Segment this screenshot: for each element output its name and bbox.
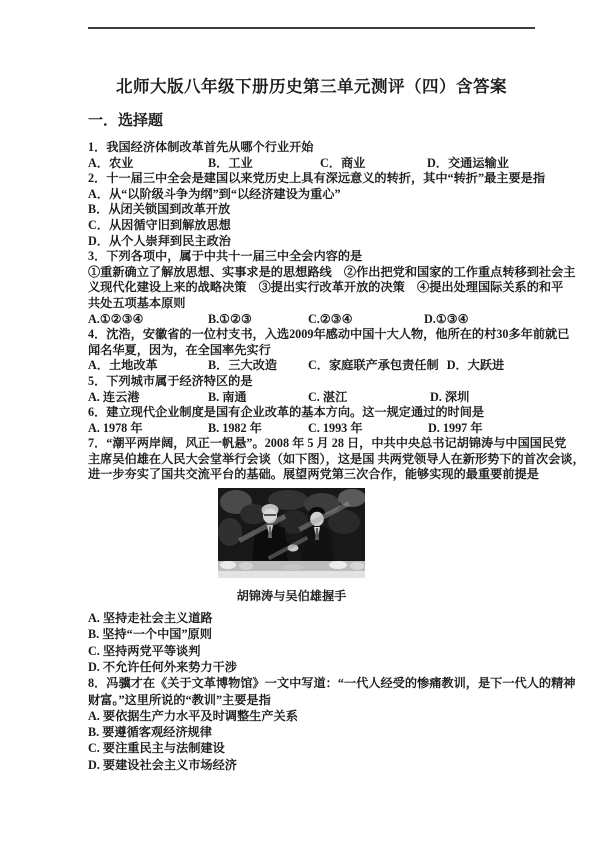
option-a: A．农业 (88, 155, 134, 170)
handshake-photo (218, 488, 365, 578)
handshake-photo-block (218, 488, 365, 604)
question-4-text-line-2: 闻名华夏，因为，在全国率先实行 (88, 342, 271, 357)
option-b: B. 南通 (208, 389, 247, 404)
question-8-option-d: D. 要建设社会主义市场经济 (88, 757, 237, 772)
question-2-option-a: A．从“以阶级斗争为纲”到“以经济建设为重心” (88, 186, 341, 201)
option-a: A.①②③④ (88, 311, 144, 326)
question-2-option-b: B．从闭关锁国到改革开放 (88, 202, 231, 217)
question-8-option-a: A. 要依据生产力水平及时调整生产关系 (88, 708, 298, 723)
option-d: D．交通运输业 (427, 155, 509, 170)
question-3-text: 3．下列各项中，属于中共十一届三中全会内容的是 (88, 249, 363, 264)
question-7-option-d: D. 不允许任何外来势力干涉 (88, 659, 237, 674)
question-6-options (88, 421, 540, 437)
option-a: A．土地改革 (88, 358, 158, 373)
question-7-option-c: C. 坚持两党平等谈判 (88, 643, 201, 658)
photo-caption: 胡锦涛与吴伯雄握手 (236, 589, 347, 604)
question-8-text-line-2: 财富。”这里所说的“教训”主要是指 (88, 692, 271, 707)
question-5-text: 5．下列城市属于经济特区的是 (88, 373, 253, 388)
question-7-text-line-1: 7．“潮平两岸阔，风正一帆悬”。2008 年 5 月 28 日，中共中央总书记胡锦涛与中国国民党 (88, 436, 567, 451)
option-d: D. 1997 年 (428, 420, 483, 435)
option-b: B．三大改造 (208, 358, 278, 373)
question-7-option-b: B. 坚持“一个中国”原则 (88, 627, 212, 642)
question-5-options (88, 390, 540, 406)
question-4-options (88, 358, 540, 374)
section-heading: 一．选择题 (88, 113, 164, 129)
question-8-option-b: B. 要遵循客观经济规律 (88, 725, 212, 740)
option-c: C．商业 (320, 155, 366, 170)
document-body (88, 112, 585, 773)
handshake-photo-image (218, 488, 365, 578)
option-b: B.①②③ (208, 311, 252, 326)
document-title: 北师大版八年级下册历史第三单元测评（四）含答案 (116, 77, 507, 96)
option-c: C．家庭联产承包责任制 (308, 358, 439, 373)
question-7-text-line-3: 进一步夯实了国共交流平台的基础。展望两党第三次合作，能够实现的最重要前提是 (88, 467, 539, 482)
question-3-options (88, 312, 540, 328)
question-6-text: 6．建立现代企业制度是国有企业改革的基本方向。这一规定通过的时间是 (88, 405, 485, 420)
question-7-text-line-2: 主席吴伯雄在人民大会堂举行会谈（如下图），这是国 共两党领导人在新形势下的首次会谈， (88, 451, 585, 466)
question-2-option-c: C．从因循守旧到解放思想 (88, 217, 231, 232)
option-d: D. 深圳 (430, 389, 470, 404)
option-d: D.①③④ (424, 311, 469, 326)
option-a: A. 连云港 (88, 389, 140, 404)
question-1-options (88, 156, 540, 172)
question-2-text: 2．十一届三中全会是建国以来党历史上具有深远意义的转折，其中“转折”最主要是指 (88, 171, 546, 186)
question-3-items-line-2: 义现代化建设上来的战略决策 ③提出实行改革开放的决策 ④提出处理国际关系的和平 (88, 280, 564, 295)
option-c: C. 1993 年 (308, 420, 363, 435)
question-8-text-line-1: 8．冯骥才在《关于文革博物馆》一文中写道：“一代人经受的惨痛教训，是下一代人的精神 (88, 676, 576, 691)
question-3-items-line-3: 共处五项基本原则 (88, 295, 186, 310)
option-c: C. 湛江 (308, 389, 348, 404)
question-7-option-a: A. 坚持走社会主义道路 (88, 611, 213, 626)
question-7-options (88, 610, 540, 675)
option-b: B. 1982 年 (208, 420, 262, 435)
option-b: B．工业 (208, 155, 253, 170)
question-4-text-line-1: 4．沈浩，安徽省的一位村支书，入选2009年感动中国十大人物，他所在的村30多年前就已 (88, 327, 570, 342)
question-3-items-line-1: ①重新确立了解放思想、实事求是的思想路线 ②作出把党和国家的工作重点转移到社会主 (88, 264, 576, 279)
option-d: D．大跃进 (446, 358, 505, 373)
header-rule (88, 27, 535, 29)
question-2-option-d: D．从个人崇拜到民主政治 (88, 233, 231, 248)
option-c: C.②③④ (308, 311, 353, 326)
question-1-text: 1．我国经济体制改革首先从哪个行业开始 (88, 140, 314, 154)
option-a: A. 1978 年 (88, 420, 143, 435)
question-8-option-c: C. 要注重民主与法制建设 (88, 741, 225, 756)
